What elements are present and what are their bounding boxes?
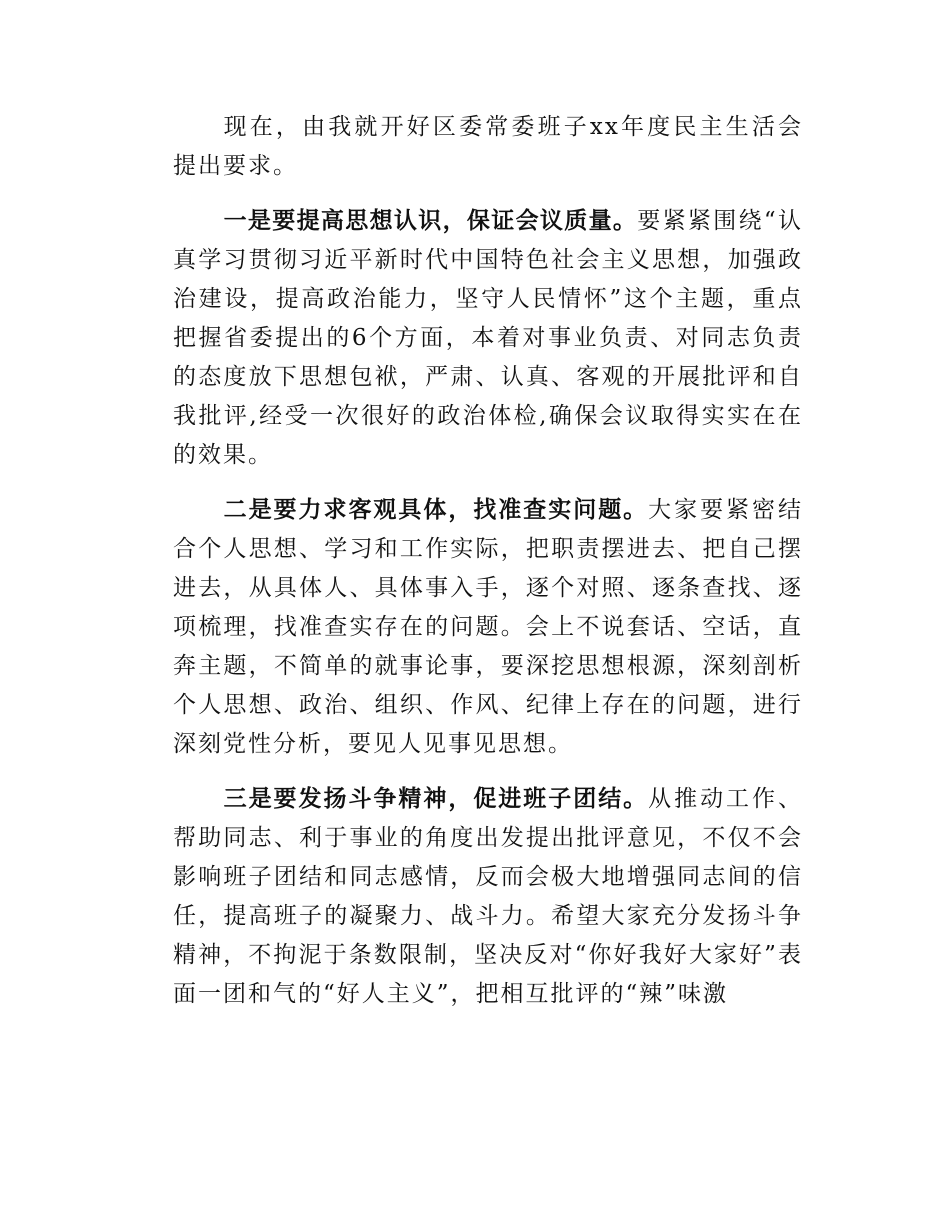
paragraph-three [173,780,803,1014]
paragraph-three-text: 从推动工作、帮助同志、利于事业的角度出发提出批评意见，不仅不会影响班子团结和同志感情，反而会极大地增强同志间的信任，提高班子的凝聚力、战斗力。希望大家充分发扬斗争精神，不拘泥于条数限制，坚决反对“你好我好大家好”表面一团和气的“好人主义”，把相互批评的“辣”味激 [173,786,804,1007]
paragraph-two [173,491,803,764]
paragraph-one-lead: 一是要提高思想认识，保证会议质量。 [223,208,638,234]
paragraph-three-lead: 三是要发扬斗争精神，促进班子团结。 [223,786,649,812]
paragraph-two-text: 大家要紧密结合个人思想、学习和工作实际，把职责摆进去、把自己摆进去，从具体人、具体事入手，逐个对照、逐条查找、逐项梳理，找准查实存在的问题。会上不说套话、空话，直奔主题，不简单的就事论事，要深挖思想根源，深刻剖析个人思想、政治、组织、作风、纪律上存在的问题，进行深刻党性分析，要见人见事见思想。 [173,497,804,757]
paragraph-intro [173,108,803,186]
document-body [173,108,803,1030]
paragraph-intro-text: 现在，由我就开好区委常委班子xx年度民主生活会提出要求。 [173,114,803,179]
paragraph-two-lead: 二是要力求客观具体，找准查实问题。 [223,497,649,523]
paragraph-one-text: 要紧紧围绕“认真学习贯彻习近平新时代中国特色社会主义思想，加强政治建设，提高政治能力，坚守人民情怀”这个主题，重点把握省委提出的6个方面，本着对事业负责、对同志负责的态度放下思想包袱，严肃、认真、客观的开展批评和自我批评,经受一次很好的政治体检,确保会议取得实实在在的效果。 [173,208,804,468]
paragraph-one [173,202,803,475]
